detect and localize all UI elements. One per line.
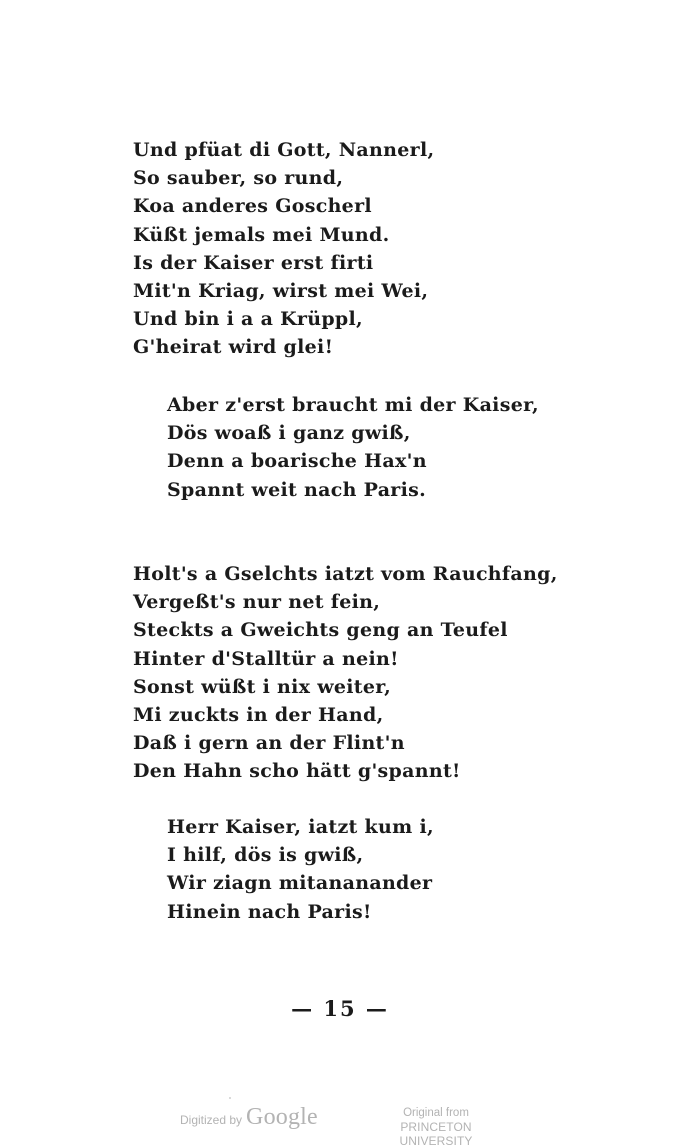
digitized-by-google — [180, 1104, 318, 1131]
verse-line: Küßt jemals mei Mund. — [133, 223, 390, 246]
verse-line: Wir ziagn mitananander — [167, 872, 433, 895]
verse-line: Mit'n Kriag, wirst mei Wei, — [133, 279, 429, 302]
verse-line: Vergeßt's nur net fein, — [133, 591, 381, 614]
verse-line: Steckts a Gweichts geng an Teufel — [133, 619, 508, 642]
verse-line: Herr Kaiser, iatzt kum i, — [167, 816, 434, 838]
verse-line: I hilf, dös is gwiß, — [167, 844, 364, 867]
original-from-label: Original from — [403, 1107, 469, 1119]
verse-line: So sauber, so rund, — [133, 167, 344, 190]
scan-speck — [229, 1097, 231, 1099]
verse-line: Koa anderes Goscherl — [133, 195, 372, 218]
page-number: — 15 — — [291, 996, 389, 1021]
verse-line: Hinter d'Stalltür a nein! — [133, 647, 399, 670]
verse-line: Mi zuckts in der Hand, — [133, 703, 384, 726]
stanza-2 — [167, 391, 539, 504]
verse-line: G'heirat wird glei! — [133, 336, 334, 359]
institution-label: PRINCETON UNIVERSITY — [399, 1120, 473, 1148]
verse-line: Holt's a Gselchts iatzt vom Rauchfang, — [133, 563, 558, 585]
verse-line: Spannt weit nach Paris. — [167, 478, 427, 501]
verse-line: Hinein nach Paris! — [167, 900, 372, 923]
stanza-3 — [133, 560, 558, 786]
original-from-princeton — [378, 1106, 494, 1148]
verse-line: Sonst wüßt i nix weiter, — [133, 675, 392, 698]
verse-line: Und pfüat di Gott, Nannerl, — [133, 139, 435, 161]
stanza-4 — [167, 813, 434, 926]
verse-line: Denn a boarische Hax'n — [167, 450, 427, 473]
verse-line: Dös woaß i ganz gwiß, — [167, 422, 411, 445]
verse-line: Daß i gern an der Flint'n — [133, 732, 405, 755]
verse-line: Den Hahn scho hätt g'spannt! — [133, 760, 461, 783]
verse-line: Und bin i a a Krüppl, — [133, 308, 363, 331]
verse-line: Is der Kaiser erst firti — [133, 251, 374, 274]
google-logo: Google — [246, 1104, 318, 1130]
digitized-by-label: Digitized by — [180, 1113, 243, 1127]
verse-line: Aber z'erst braucht mi der Kaiser, — [167, 394, 539, 416]
stanza-1 — [133, 136, 434, 362]
